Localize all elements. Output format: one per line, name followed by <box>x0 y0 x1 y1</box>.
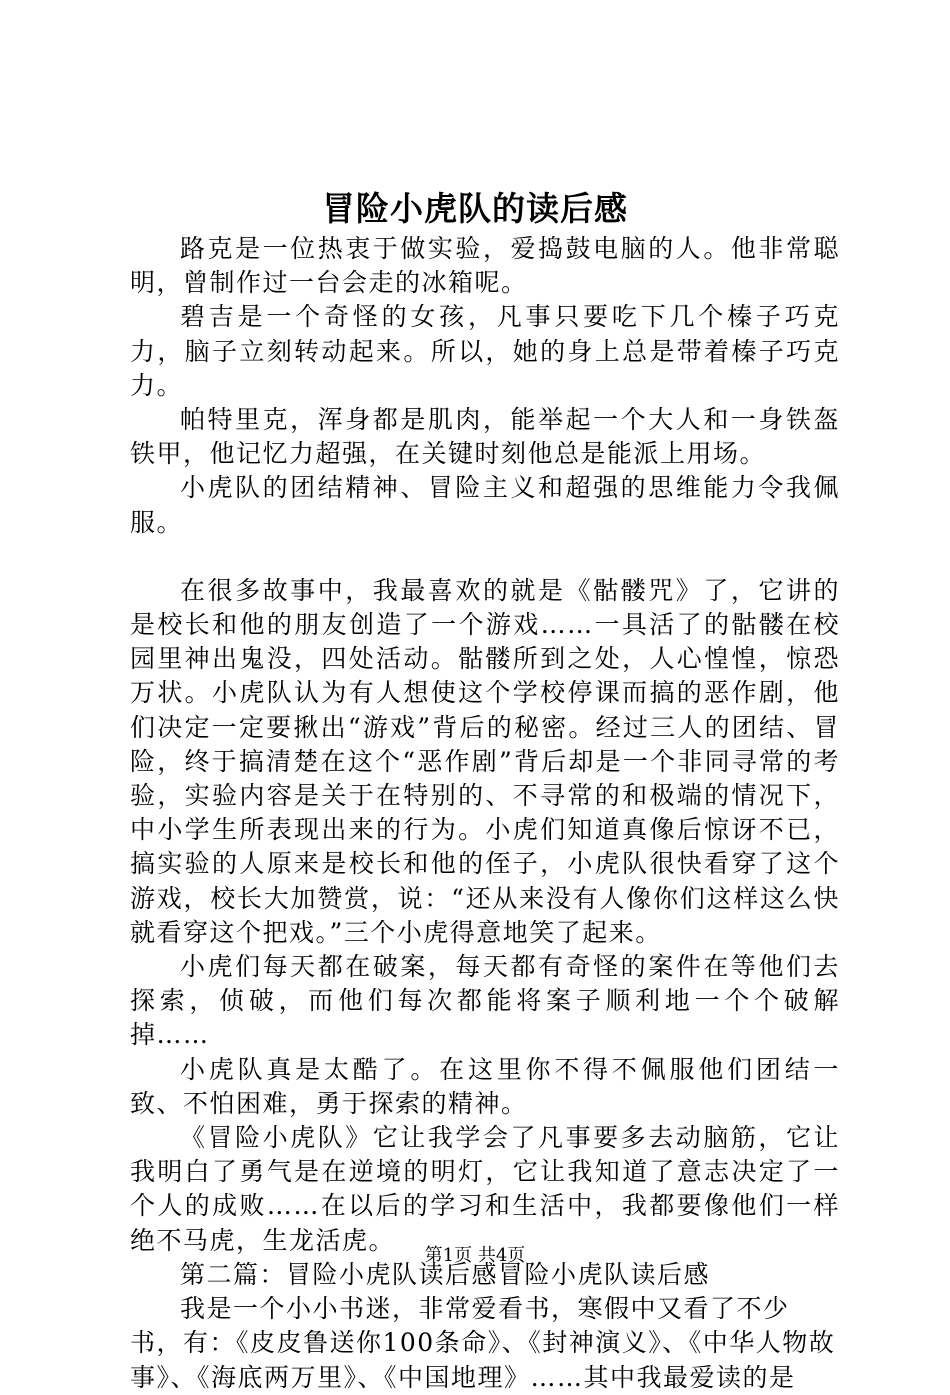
paragraph-bookworm: 我是一个小小书迷，非常爱看书，寒假中又看了不少书，有：《皮皮鲁送你100条命》、《封神演义》、《中华人物故事》、《海底两万里》、《中国地理》……其中我最爱读的是 <box>130 1294 836 1392</box>
paragraph-second-title: 第二篇：冒险小虎队读后感冒险小虎队读后感 <box>180 1259 711 1289</box>
paragraph-patrick: 帕特里克，浑身都是肌肉，能举起一个大人和一身铁盔铁甲，他记忆力超强，在关键时刻他总是能派上用场。 <box>130 405 840 469</box>
paragraph-spacer <box>130 540 840 574</box>
paragraph-skeleton-story: 在很多故事中，我最喜欢的就是《骷髅咒》了，它讲的是校长和他的朋友创造了一个游戏……一具活了的骷髅在校园里神出鬼没，四处活动。骷髅所到之处，人心惶惶，惊恐万状。小虎队认为有人想使这个学校停课而搞的恶作剧，他们决定一定要揪出“游戏”背后的秘密。经过三人的团结、冒险，终于搞清楚在这个“恶作剧”背后却是一个非同寻常的考验，实验内容是关于在特别的、不寻常的和极端的情况下，中小学生所表现出来的行为。小虎们知道真像后惊讶不已，搞实验的人原来是校长和他的侄子，小虎队很快看穿了这个游戏，校长大加赞赏，说：“还从来没有人像你们这样这么快就看穿这个把戏。”三个小虎得意地笑了起来。 <box>130 575 840 947</box>
document-body <box>130 232 840 1395</box>
paragraph-admiration: 小虎队的团结精神、冒险主义和超强的思维能力令我佩服。 <box>130 473 840 537</box>
page-footer: 第1页 共4页 <box>424 1245 526 1266</box>
paragraph-cool: 小虎队真是太酷了。在这里你不得不佩服他们团结一致、不怕困难，勇于探索的精神。 <box>130 1054 840 1118</box>
paragraph-luke: 路克是一位热衷于做实验，爱捣鼓电脑的人。他非常聪明，曾制作过一台会走的冰箱呢。 <box>130 234 840 298</box>
paragraph-lessons: 《冒险小虎队》它让我学会了凡事要多去动脑筋，它让我明白了勇气是在逆境的明灯，它让我知道了意志决定了一个人的成败……在以后的学习和生活中，我都要像他们一样绝不马虎，生龙活虎。 <box>130 1123 840 1255</box>
document-title: 冒险小虎队的读后感 <box>322 189 628 228</box>
paragraph-biji: 碧吉是一个奇怪的女孩，凡事只要吃下几个榛子巧克力，脑子立刻转动起来。所以，她的身上总是带着榛子巧克力。 <box>130 302 840 400</box>
paragraph-cases: 小虎们每天都在破案，每天都有奇怪的案件在等他们去探索，侦破，而他们每次都能将案子顺利地一个个破解掉…… <box>130 952 840 1050</box>
